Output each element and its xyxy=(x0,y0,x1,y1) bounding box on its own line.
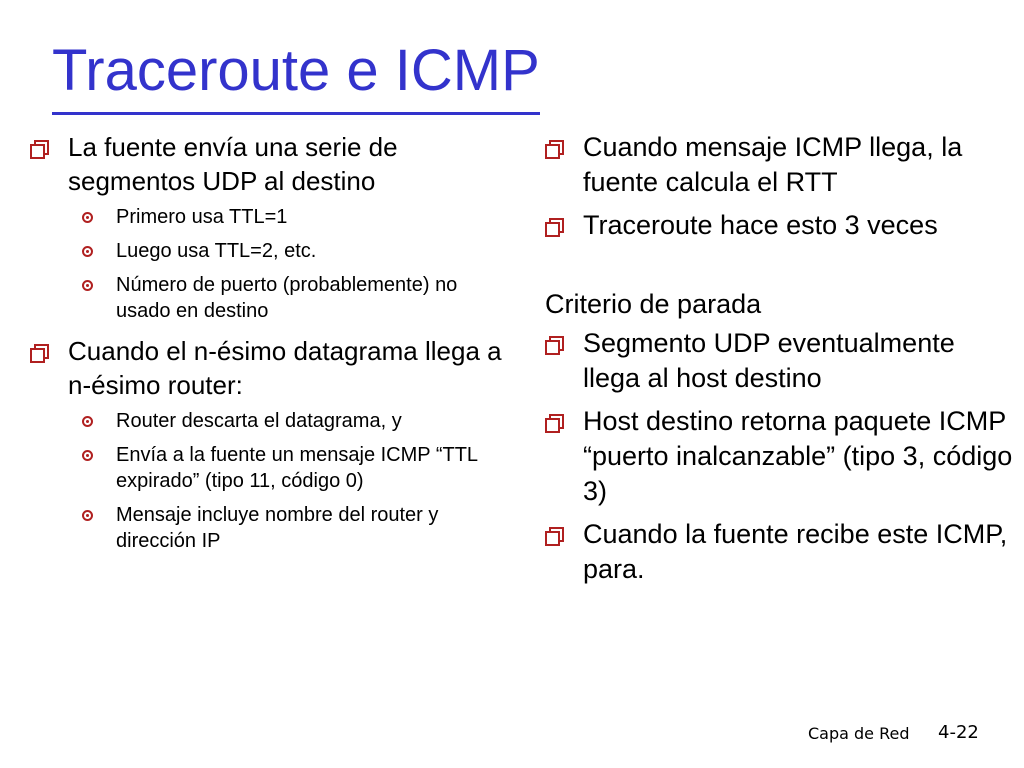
sub-bullet-item xyxy=(30,238,510,264)
bullet-item xyxy=(30,334,510,402)
sub-bullet-item xyxy=(30,502,510,554)
sub-bullet-text: Router descarta el datagrama, y xyxy=(116,410,402,432)
ring-bullet-icon xyxy=(82,416,93,427)
ring-bullet-icon xyxy=(82,212,93,223)
ring-bullet-icon xyxy=(82,280,93,291)
left-column xyxy=(30,130,510,564)
bullet-item xyxy=(545,517,1015,587)
bullet-item xyxy=(545,130,1015,200)
double-square-bullet-icon xyxy=(545,527,561,543)
sub-bullet-text: Número de puerto (probablemente) no usado en destino xyxy=(116,274,458,322)
sub-bullet-text: Envía a la fuente un mensaje ICMP “TTL expirado” (tipo 11, código 0) xyxy=(116,444,478,492)
ring-bullet-icon xyxy=(82,246,93,257)
sub-bullet-item xyxy=(30,408,510,434)
bullet-text: Host destino retorna paquete ICMP “puerto inalcanzable” (tipo 3, código 3) xyxy=(583,406,1013,506)
bullet-item xyxy=(545,208,1015,243)
double-square-bullet-icon xyxy=(30,344,46,360)
sub-bullet-list xyxy=(30,408,510,554)
double-square-bullet-icon xyxy=(30,140,46,156)
bullet-text: La fuente envía una serie de segmentos UDP al destino xyxy=(68,132,398,196)
sub-bullet-text: Luego usa TTL=2, etc. xyxy=(116,240,317,262)
sub-bullet-list xyxy=(30,204,510,324)
double-square-bullet-icon xyxy=(545,414,561,430)
bullet-item xyxy=(30,130,510,198)
sub-bullet-item xyxy=(30,204,510,230)
ring-bullet-icon xyxy=(82,510,93,521)
bullet-text: Cuando el n-ésimo datagrama llega a n-ésimo router: xyxy=(68,336,502,400)
stop-criteria-heading: Criterio de parada xyxy=(545,289,762,319)
slide-title: Traceroute e ICMP xyxy=(52,36,540,115)
bullet-item xyxy=(545,404,1015,509)
bullet-text: Traceroute hace esto 3 veces xyxy=(583,210,938,240)
footer-section-label: Capa de Red xyxy=(808,724,910,743)
sub-bullet-item xyxy=(30,272,510,324)
bullet-item xyxy=(545,326,1015,396)
right-column xyxy=(545,130,1015,595)
double-square-bullet-icon xyxy=(545,336,561,352)
bullet-text: Cuando mensaje ICMP llega, la fuente calcula el RTT xyxy=(583,132,963,197)
sub-bullet-text: Mensaje incluye nombre del router y dirección IP xyxy=(116,504,439,552)
bullet-text: Segmento UDP eventualmente llega al host destino xyxy=(583,328,955,393)
sub-bullet-item xyxy=(30,442,510,494)
bullet-text: Cuando la fuente recibe este ICMP, para. xyxy=(583,519,1008,584)
footer-page-number: 4-22 xyxy=(938,722,979,743)
sub-bullet-text: Primero usa TTL=1 xyxy=(116,206,288,228)
double-square-bullet-icon xyxy=(545,140,561,156)
ring-bullet-icon xyxy=(82,450,93,461)
double-square-bullet-icon xyxy=(545,218,561,234)
